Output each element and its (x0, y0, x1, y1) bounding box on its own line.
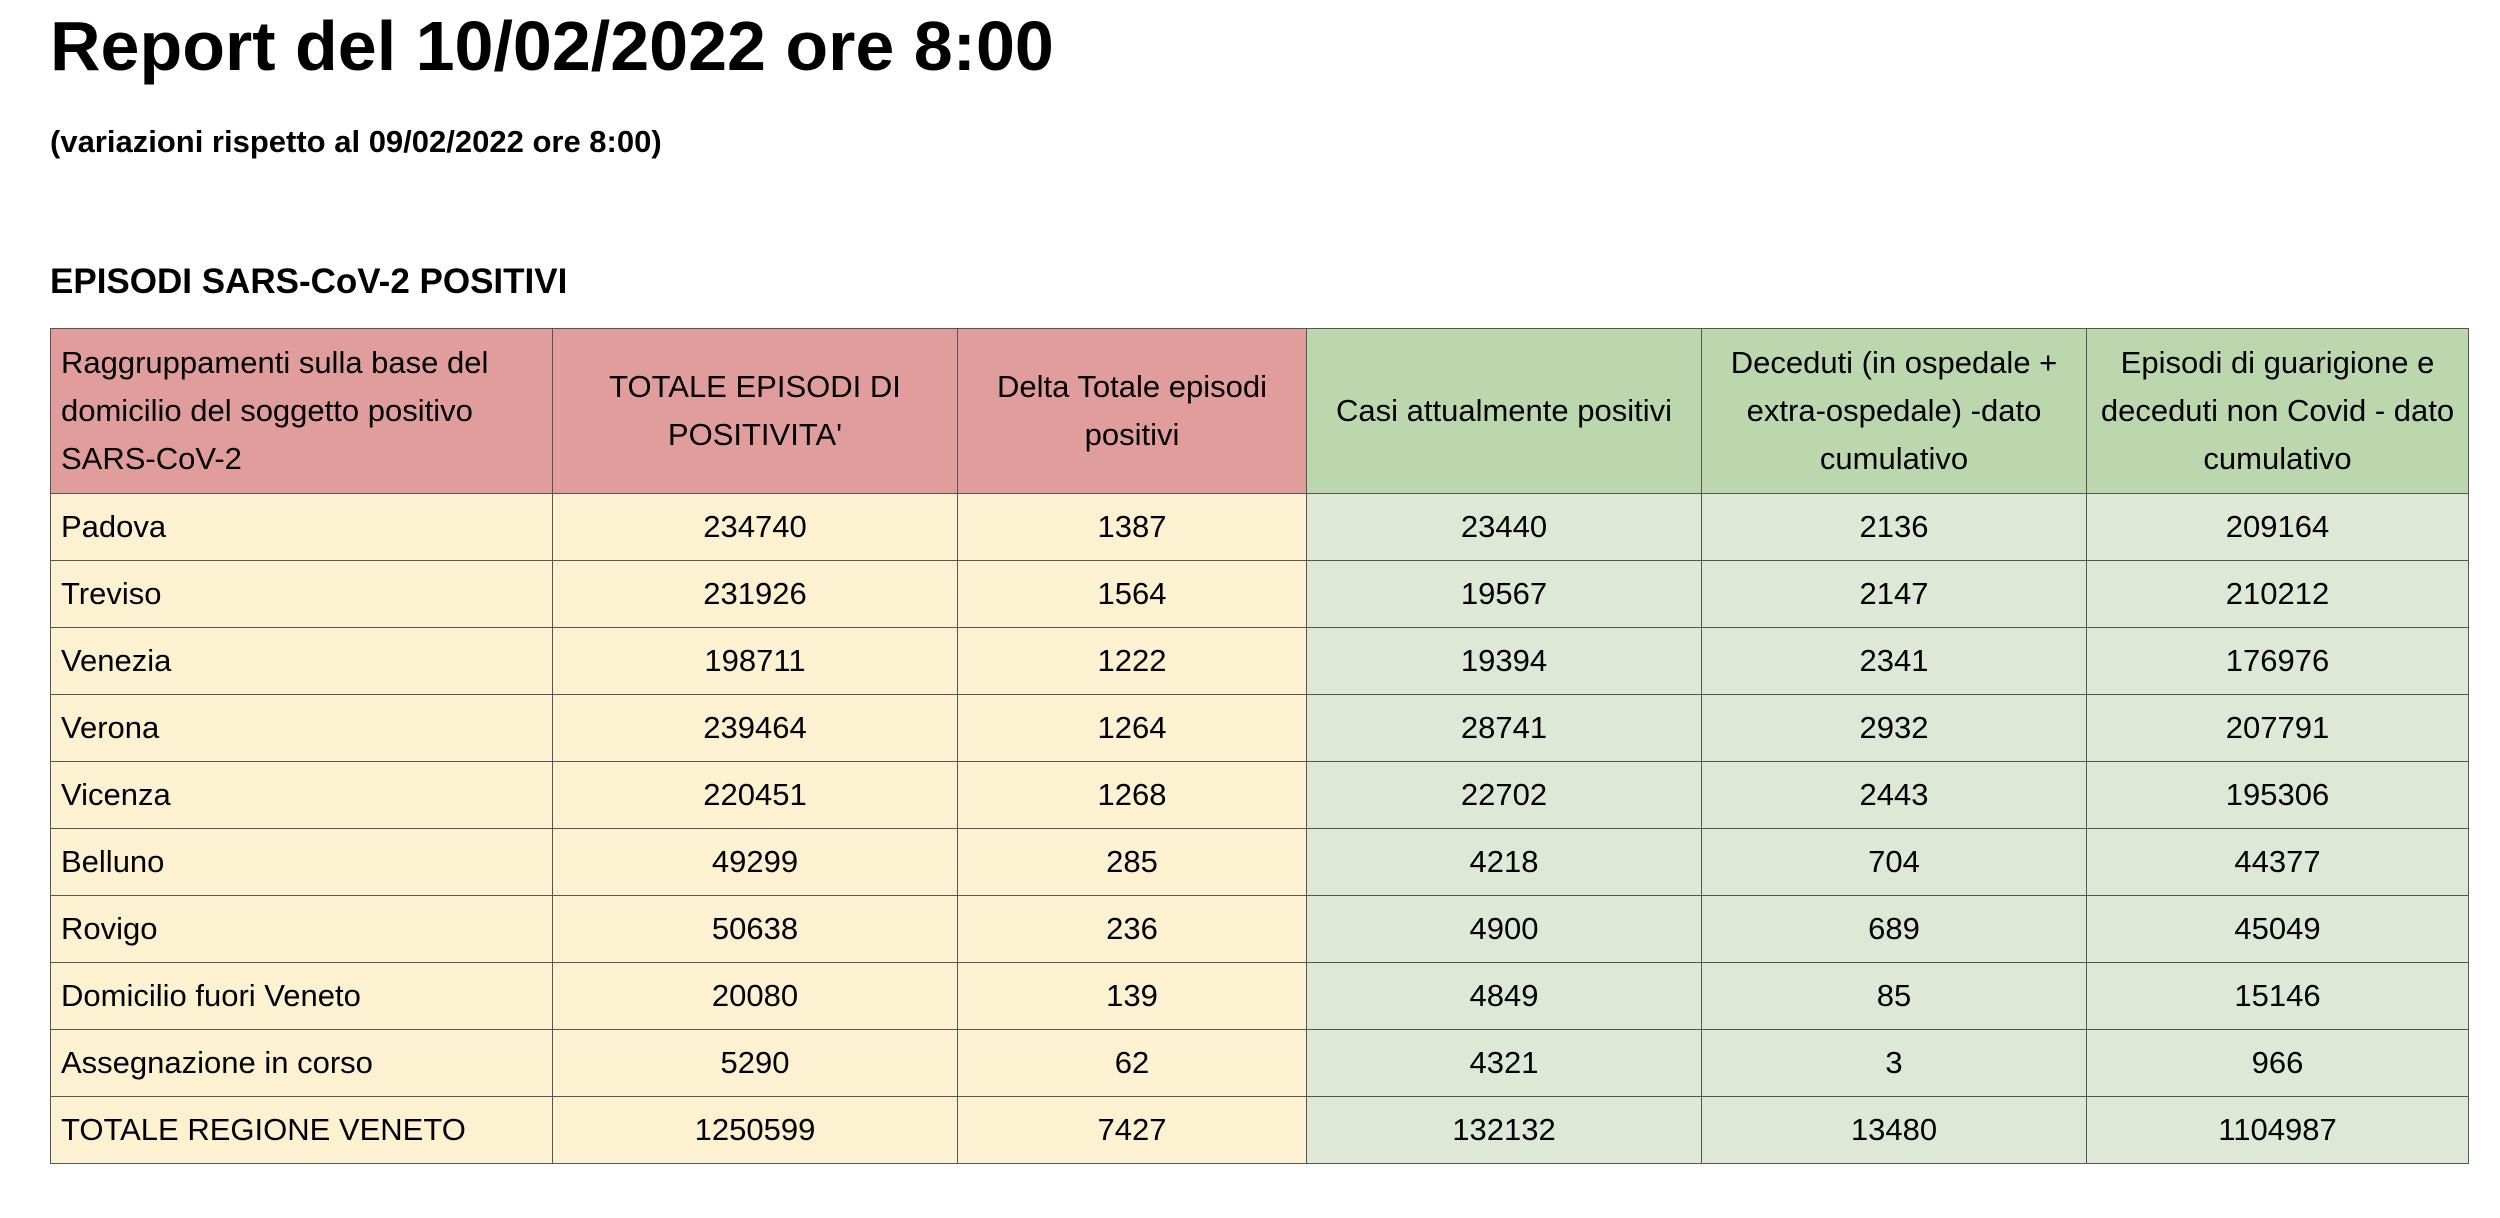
cell-casi-attuali: 23440 (1307, 494, 1702, 561)
cell-group: Domicilio fuori Veneto (51, 963, 553, 1030)
cell-deceduti: 85 (1702, 963, 2087, 1030)
cell-casi-attuali: 4900 (1307, 896, 1702, 963)
cell-casi-attuali: 28741 (1307, 695, 1702, 762)
cell-guarigioni: 195306 (2087, 762, 2469, 829)
cell-casi-attuali: 4849 (1307, 963, 1702, 1030)
cell-delta-totale: 1268 (958, 762, 1307, 829)
report-subtitle: (variazioni rispetto al 09/02/2022 ore 8:00) (50, 124, 662, 159)
report-title: Report del 10/02/2022 ore 8:00 (50, 7, 1054, 85)
cell-group: Vicenza (51, 762, 553, 829)
section-title: EPISODI SARS-CoV-2 POSITIVI (50, 262, 568, 301)
cell-guarigioni: 176976 (2087, 628, 2469, 695)
cell-totale-episodi: 231926 (553, 561, 958, 628)
cell-group: Verona (51, 695, 553, 762)
cell-totale-episodi: 20080 (553, 963, 958, 1030)
header-casi-attuali: Casi attualmente positivi (1307, 329, 1702, 494)
cell-group: Assegnazione in corso (51, 1030, 553, 1097)
cell-totale-episodi: 5290 (553, 1030, 958, 1097)
cell-group: Venezia (51, 628, 553, 695)
positivi-table (50, 328, 2469, 1164)
cell-delta-totale: 285 (958, 829, 1307, 896)
cell-totale-episodi: 234740 (553, 494, 958, 561)
cell-casi-attuali: 132132 (1307, 1097, 1702, 1164)
cell-delta-totale: 1222 (958, 628, 1307, 695)
header-delta-totale: Delta Totale episodi positivi (958, 329, 1307, 494)
table-row (51, 695, 2469, 762)
table-header-row (51, 329, 2469, 494)
cell-guarigioni: 207791 (2087, 695, 2469, 762)
cell-guarigioni: 966 (2087, 1030, 2469, 1097)
cell-group: Rovigo (51, 896, 553, 963)
cell-group: Treviso (51, 561, 553, 628)
table-row (51, 762, 2469, 829)
cell-casi-attuali: 4218 (1307, 829, 1702, 896)
table-row (51, 896, 2469, 963)
table-row (51, 561, 2469, 628)
cell-delta-totale: 1564 (958, 561, 1307, 628)
cell-deceduti: 2443 (1702, 762, 2087, 829)
table-row (51, 963, 2469, 1030)
cell-casi-attuali: 4321 (1307, 1030, 1702, 1097)
cell-guarigioni: 210212 (2087, 561, 2469, 628)
cell-delta-totale: 1387 (958, 494, 1307, 561)
cell-casi-attuali: 19394 (1307, 628, 1702, 695)
header-guarigioni: Episodi di guarigione e deceduti non Covid - dato cumulativo (2087, 329, 2469, 494)
cell-delta-totale: 139 (958, 963, 1307, 1030)
cell-casi-attuali: 19567 (1307, 561, 1702, 628)
cell-deceduti: 3 (1702, 1030, 2087, 1097)
cell-delta-totale: 62 (958, 1030, 1307, 1097)
cell-totale-episodi: 1250599 (553, 1097, 958, 1164)
cell-deceduti: 2136 (1702, 494, 2087, 561)
cell-group: Belluno (51, 829, 553, 896)
cell-totale-episodi: 49299 (553, 829, 958, 896)
header-totale-episodi: TOTALE EPISODI DI POSITIVITA' (553, 329, 958, 494)
cell-totale-episodi: 198711 (553, 628, 958, 695)
cell-casi-attuali: 22702 (1307, 762, 1702, 829)
cell-deceduti: 689 (1702, 896, 2087, 963)
header-deceduti: Deceduti (in ospedale + extra-ospedale) -dato cumulativo (1702, 329, 2087, 494)
table-total-row (51, 1097, 2469, 1164)
cell-guarigioni: 209164 (2087, 494, 2469, 561)
cell-deceduti: 2932 (1702, 695, 2087, 762)
header-grouping: Raggruppamenti sulla base del domicilio del soggetto positivo SARS-CoV-2 (51, 329, 553, 494)
cell-deceduti: 704 (1702, 829, 2087, 896)
cell-deceduti: 2147 (1702, 561, 2087, 628)
cell-totale-episodi: 50638 (553, 896, 958, 963)
table-row (51, 494, 2469, 561)
cell-group: Padova (51, 494, 553, 561)
cell-delta-totale: 7427 (958, 1097, 1307, 1164)
table-row (51, 829, 2469, 896)
cell-guarigioni: 44377 (2087, 829, 2469, 896)
cell-group: TOTALE REGIONE VENETO (51, 1097, 553, 1164)
cell-guarigioni: 45049 (2087, 896, 2469, 963)
cell-deceduti: 2341 (1702, 628, 2087, 695)
cell-delta-totale: 236 (958, 896, 1307, 963)
cell-deceduti: 13480 (1702, 1097, 2087, 1164)
cell-delta-totale: 1264 (958, 695, 1307, 762)
table-row (51, 1030, 2469, 1097)
cell-totale-episodi: 220451 (553, 762, 958, 829)
cell-totale-episodi: 239464 (553, 695, 958, 762)
table-row (51, 628, 2469, 695)
cell-guarigioni: 15146 (2087, 963, 2469, 1030)
cell-guarigioni: 1104987 (2087, 1097, 2469, 1164)
